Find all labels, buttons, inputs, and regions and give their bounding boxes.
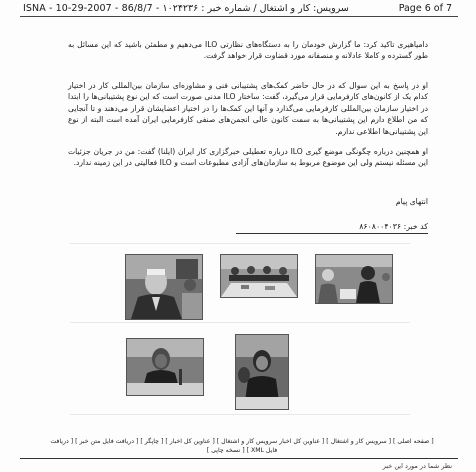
comment-prompt[interactable]: نظر شما در مورد این خبر xyxy=(382,462,452,470)
article-links-line-1[interactable]: [ صفحه اصلی ] [ سرویس کار و اشتغال ] [ عناوین کل اخبار سرویس کار و اشتغال ] [ عناوین کل اخبار ] [ چاپگر ] [ دریافت فایل متن خبر ] [ دریافت xyxy=(50,438,434,445)
article-paragraph-3: او همچنین درباره چگونگی موضع گیری ILO درباره تعطیلی خبرگزاری کار ایران (ایلنا) گفت: من در جریان جزئیات این مسئله نیستم ولی این موضوع مربوط به سازمان‌های آزادی مطبوعات است و ILO فعالیتی در این زمینه ندارد. xyxy=(68,147,428,168)
end-of-message: انتهای پیام xyxy=(395,197,428,206)
photo-conference-table[interactable] xyxy=(220,254,298,298)
footer-divider xyxy=(20,458,458,459)
photo-women-meeting[interactable] xyxy=(235,334,289,410)
photo-man-portrait[interactable] xyxy=(125,254,203,320)
photo-woman-speaker[interactable] xyxy=(126,338,204,396)
news-code: کد خبر: ۸۶۰۸۰۰۴۰۳۶ xyxy=(359,222,428,231)
print-header xyxy=(0,0,476,16)
photo-meeting-group[interactable] xyxy=(315,254,393,304)
article-paragraph-1: دامیاهیری تاکید کرد: ما گزارش خودمان را به دستگاه‌های نظارتی ILO می‌دهیم و مطمئن باشید که این مسائل به طور گسترده و کاملا عادلانه و منصفانه مورد قضاوت قرار خواهد گرفت. xyxy=(68,40,429,61)
header-divider xyxy=(20,16,458,17)
page-number: Page 6 of 7 xyxy=(398,3,452,14)
article-links-line-2[interactable]: فایل XML ] [ نسخه چاپی ] xyxy=(206,447,278,454)
bleed-through-line xyxy=(70,322,410,323)
bleed-through-line xyxy=(70,243,410,244)
news-code-underline xyxy=(236,233,428,234)
header-source-info: ISNA - 10-29-2007 - 86/8/7 - ۱۰۲۴۲۳۶ : سرویس: کار و اشتغال / شماره خبر xyxy=(23,3,349,14)
bleed-through-line xyxy=(70,414,410,415)
article-paragraph-2: او در پاسخ به این سوال که در حال حاضر کمک‌های پشتیبانی فنی و مشاوره‌ای سازمان بین‌المللی کار در اختیار کدام یک از کانون‌های کارفرمایی قرار می‌گیرد، گفت: ساختار ILO مدنی صورت است که این نوع پشتیبانی‌ها را ابتدا در اختیار سازمان بین‌المللی کارفرمایی می‌گذارد و آنها این کمک‌ها را در اختیار اعضایشان قرار می‌دهند و تا آنجایی که من اطلاع دارم این پشتیبانی‌ها به سمت کانون عالی انجمن‌های صنفی کارفرمایی ایران آمده است البته از نوع این پشتیبانی‌ها اطلاعی ندارم. xyxy=(68,81,428,136)
